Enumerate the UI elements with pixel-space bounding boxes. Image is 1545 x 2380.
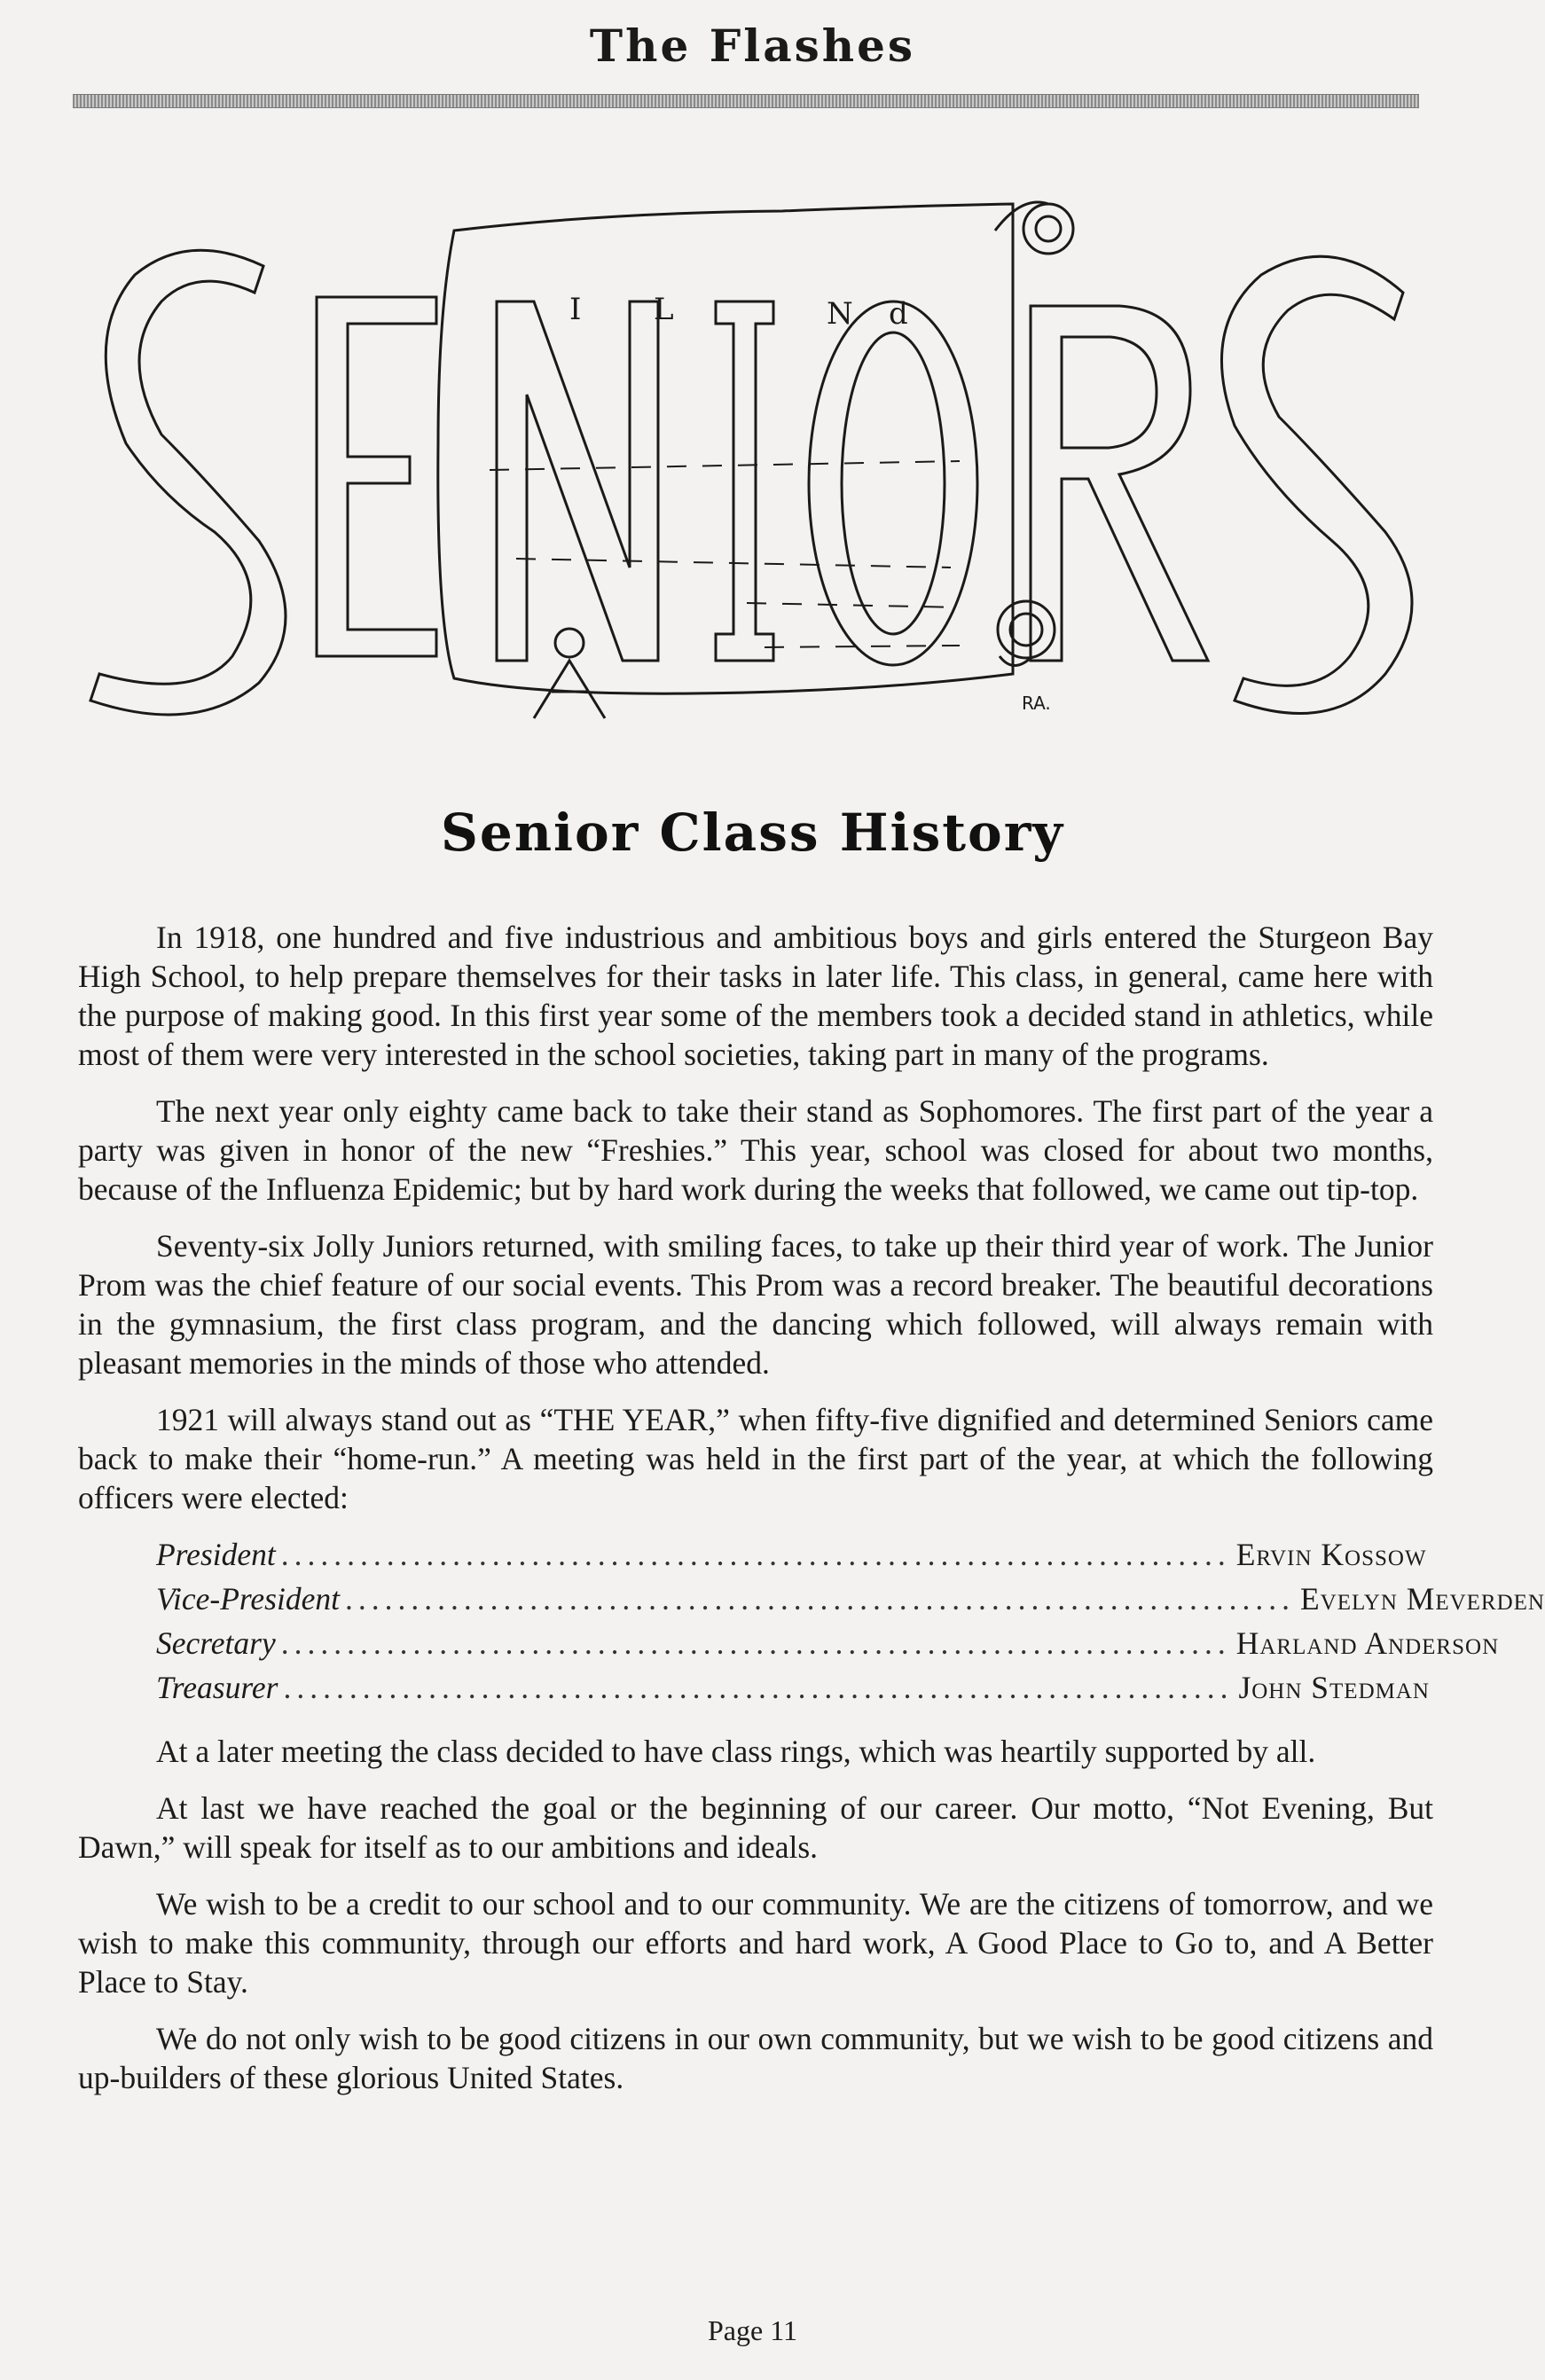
scroll-text-1: I [569,292,582,327]
officer-role: President [156,1537,276,1572]
officer-role: Vice-President [156,1581,340,1617]
banner-letter-r [1031,306,1208,661]
paragraph-3: Seventy-six Jolly Juniors returned, with smiling faces, to take up their third year of work. The Junior Prom was the chief feature of our social events. This Prom was a record breaker. The beautiful decorations in the gymnasium, the first class program, and the dancing which followed, will always remain with pleasant memories in the minds of those who attended. [78,1228,1433,1381]
paragraph-6: At last we have reached the goal or the beginning of our career. Our motto, “Not Evening, But Dawn,” will speak for itself as to our ambitions and ideals. [78,1790,1433,1865]
leader-dots: ........................................................................ [283,1670,1234,1705]
artist-initials: RA. [1022,693,1051,714]
paragraph-5: At a later meeting the class decided to have class rings, which was heartily supported by all. [156,1734,1316,1769]
banner-letter-i [716,301,773,661]
officer-row [156,1579,1545,1624]
scroll-outline [438,204,1013,693]
paragraph-8: We do not only wish to be good citizens in our own community, but we wish to be good citizens and up-builders of these glorious United States. [78,2021,1433,2095]
officer-row [156,1624,1500,1668]
leader-dots: ........................................................................ [345,1581,1295,1617]
paragraph-7: We wish to be a credit to our school and to our community. We are the citizens of tomorrow, and we wish to make this community, through our efforts and hard work, A Good Place to Go to, and A Better Place to Stay. [78,1886,1433,2000]
officer-name: John Stedman [1238,1670,1430,1705]
page-number: Page 11 [707,2314,797,2346]
officer-row [156,1535,1427,1579]
scroll-text-2: L [654,292,674,327]
officer-name: Ervin Kossow [1235,1537,1427,1572]
banner-letter-n [497,301,658,661]
banner-letter-e [317,297,436,656]
officer-row [156,1668,1430,1712]
scroll-text-4: d [889,296,908,332]
officer-name: Evelyn Meverden [1300,1581,1545,1617]
officer-role: Treasurer [156,1670,278,1705]
officer-role: Secretary [156,1625,276,1661]
banner-letter-s-left [90,250,286,715]
paragraph-1: In 1918, one hundred and five industrious and ambitious boys and girls entered the Sturgeon Bay High School, to help prepare themselves for their tasks in later life. This class, in general, came here with the purpose of making good. In this first year some of the members took a decided stand in athletics, while most of them were very interested in the school societies, taking part in many of the programs. [78,920,1433,1072]
seniors-banner-illustration [73,177,1439,745]
banner-letter-o [809,301,977,665]
scroll-bottom-curl [998,601,1055,658]
officers-list [156,1535,1545,1712]
section-heading: Senior Class History [441,802,1064,863]
header-divider [73,94,1419,108]
officer-name: Harland Anderson [1235,1625,1500,1661]
paragraph-2: The next year only eighty came back to take their stand as Sophomores. The first part of the year a party was given in honor of the new “Freshies.” This year, school was closed for about two months, because of the Influenza Epidemic; but by hard work during the weeks that followed, we came out tip-top. [78,1093,1433,1207]
leader-dots: ........................................................................ [280,1625,1231,1661]
paragraph-4: 1921 will always stand out as “THE YEAR,” when fifty-five dignified and determined Seniors came back to make their “home-run.” A meeting was held in the first part of the year, at which the following officers were elected: [78,1402,1433,1515]
banner-letter-s-right [1221,256,1412,713]
article-body [78,918,1545,2115]
scroll-text-3: N [827,296,853,332]
scroll-top-curl [1023,204,1073,254]
page-header-title: The Flashes [589,20,916,72]
leader-dots: ........................................................................ [280,1537,1231,1572]
